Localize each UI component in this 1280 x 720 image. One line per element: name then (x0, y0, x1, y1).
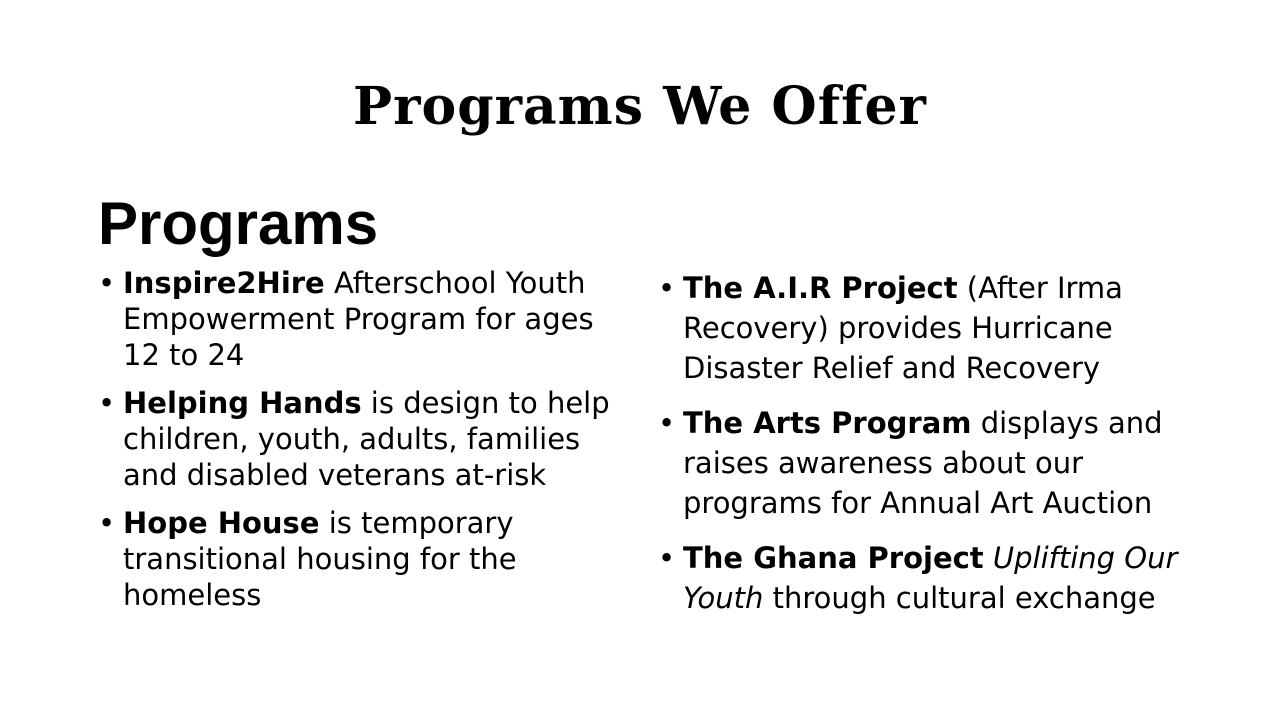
program-name: Helping Hands (123, 386, 362, 420)
slide-title: Programs We Offer (353, 76, 927, 137)
program-description: through cultural exchange (763, 581, 1156, 615)
program-name: The A.I.R Project (683, 271, 958, 305)
list-item (98, 385, 628, 493)
list-item (98, 265, 628, 373)
section-heading: Programs (98, 190, 379, 257)
program-name: Inspire2Hire (123, 266, 325, 300)
program-name: The Ghana Project (683, 541, 984, 575)
program-name: The Arts Program (683, 406, 972, 440)
left-bullet-list (98, 265, 628, 625)
program-tagline: Uplifting Our Youth (683, 541, 1178, 615)
program-name: Hope House (123, 506, 320, 540)
program-description: displays and raises awareness about our programs for Annual Art Auction (683, 406, 1163, 520)
list-item (658, 403, 1218, 523)
right-bullet-list (658, 268, 1218, 633)
program-description: is temporary transitional housing for the homeless (123, 506, 517, 612)
list-item (98, 505, 628, 613)
program-description: is design to help children, youth, adults, families and disabled veterans at-risk (123, 386, 610, 492)
list-item (658, 268, 1218, 388)
program-description: Afterschool Youth Empowerment Program for ages 12 to 24 (123, 266, 594, 372)
list-item (658, 538, 1218, 618)
program-description: (After Irma Recovery) provides Hurricane Disaster Relief and Recovery (683, 271, 1123, 385)
